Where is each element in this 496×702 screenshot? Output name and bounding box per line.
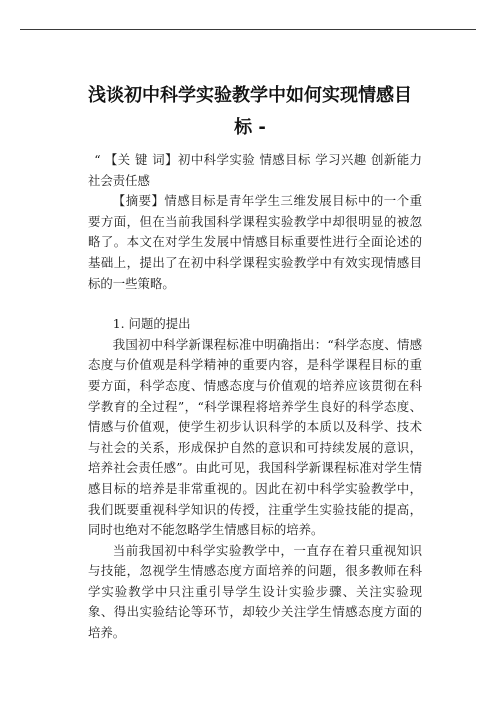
header-rule (20, 29, 476, 30)
keywords-paragraph: “ 【关 键 词】初中科学实验 情感目标 学习兴趣 创新能力 社会责任感 (88, 152, 422, 188)
body-paragraph-1: 我国初中科学新课程标准中明确指出：“科学态度、情感态度与价值观是科学精神的重要内容，是科学课程目标的重要方面，科学态度、情感态度与价值观的培养应该贯彻在科学教育的全过程”，“科学课程将培养学生良好的科学态度、情感与价值观，使学生初步认识科学的本质以及科学、技术与社会的关系，形成保护自然的意识和可持续发展的意识，培养社会责任感”。由此可见，我国科学新课程标准对学生情感目标的培养是非常重视的。因此在初中科学实验教学中，我们既要重视科学知识的传授，注重学生实验技能的提高，同时也绝对不能忽略学生情感目标的培养。 (88, 336, 422, 538)
title-line-2: 标 - (234, 117, 266, 138)
title-line-1: 浅谈初中科学实验教学中如何实现情感目 (88, 85, 412, 106)
abstract-paragraph: 【摘要】情感目标是青年学生三维发展目标中的一个重要方面，但在当前我国科学课程实验教学中却很明显的被忽略了。本文在对学生发展中情感目标重要性进行全面论述的基础上，提出了在初中科学课程实验教学中有效实现情感目标的一些策略。 (88, 193, 422, 291)
document-title (60, 80, 440, 144)
section-heading: 1. 问题的提出 (112, 316, 191, 332)
body-paragraph-2: 当前我国初中科学实验教学中，一直存在着只重视知识与技能，忽视学生情感态度方面培养的问题，很多教师在科学实验教学中只注重引导学生设计实验步骤、关注实验现象、得出实验结论等环节，却较少关注学生情感态度方面的培养。 (88, 542, 422, 641)
document-body (88, 150, 422, 644)
